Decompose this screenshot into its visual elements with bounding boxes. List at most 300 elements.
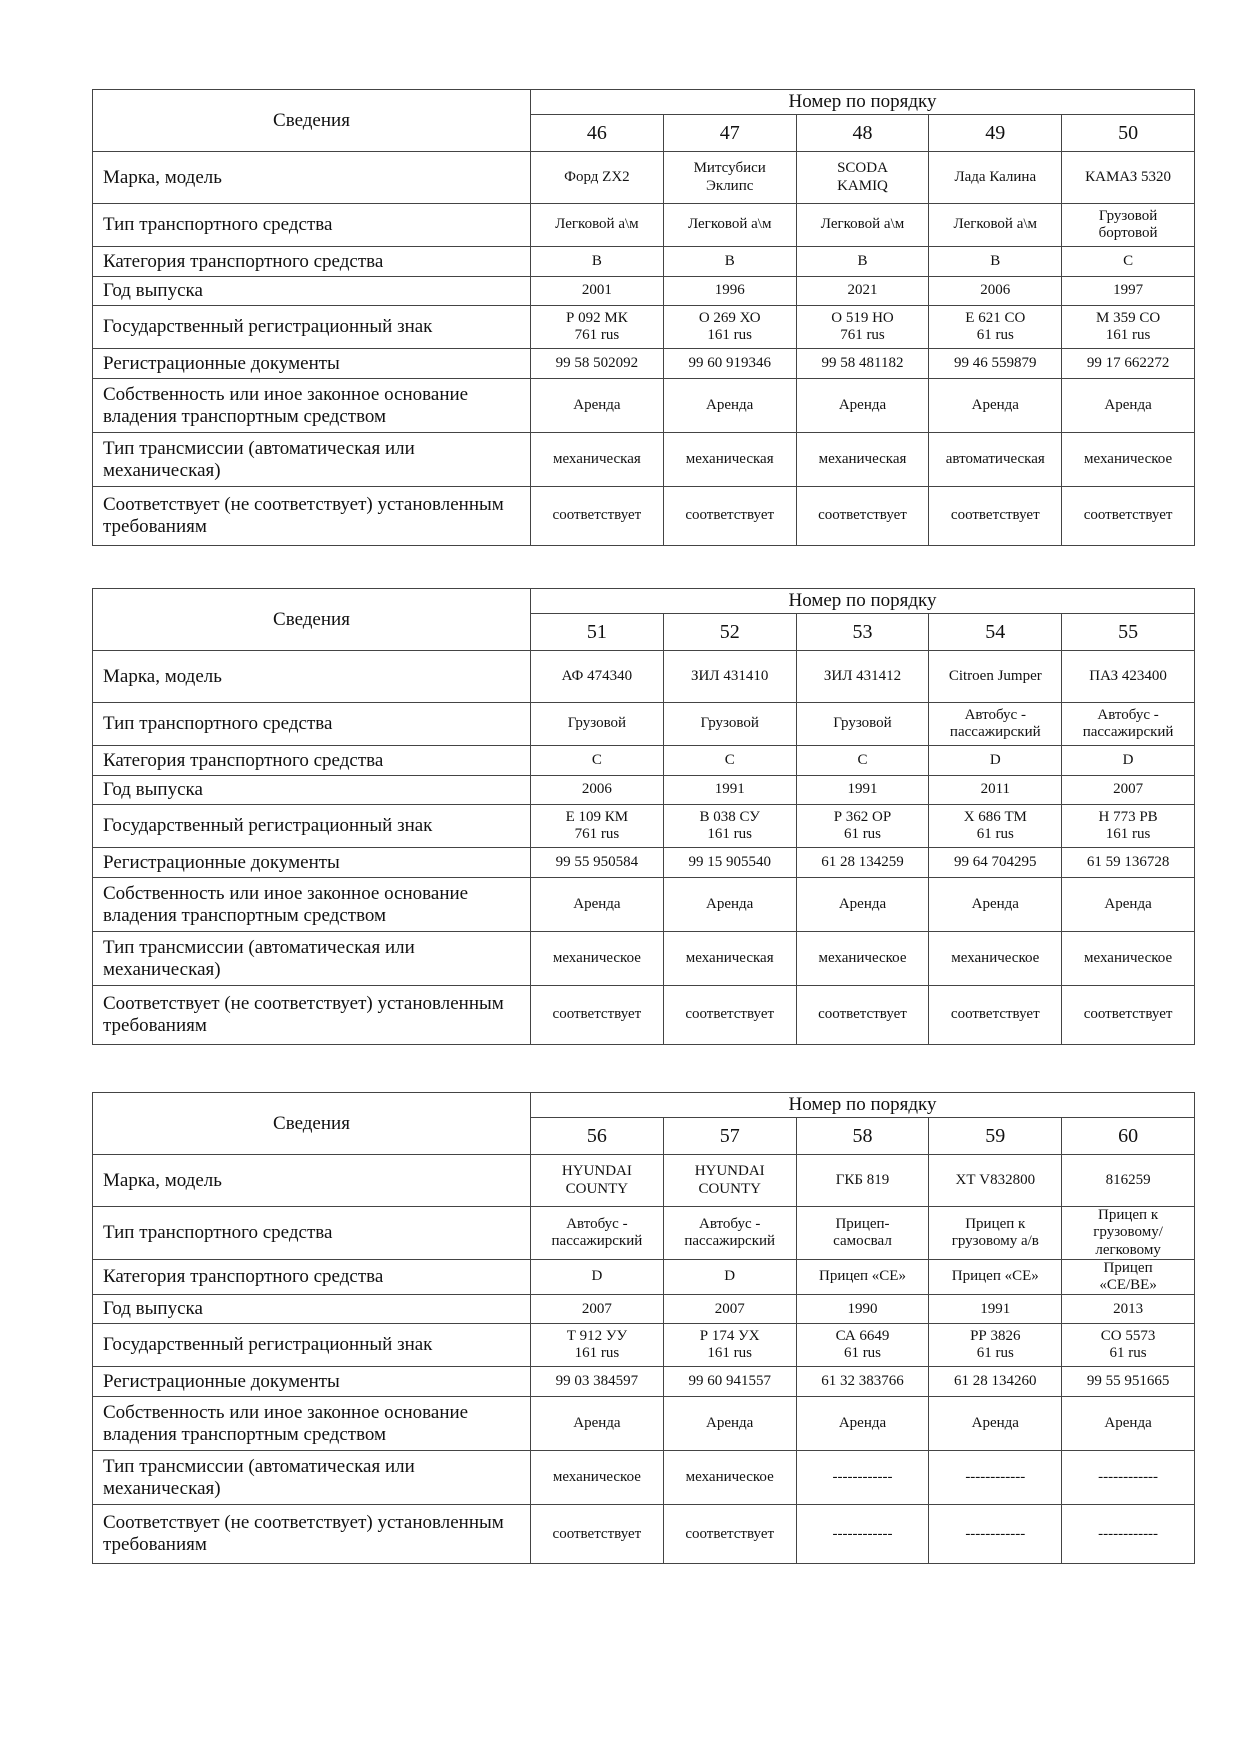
cell-value: 99 15 905540	[688, 853, 771, 870]
table-cell	[531, 152, 664, 204]
table-row	[93, 1505, 1195, 1564]
table-cell	[796, 878, 929, 932]
cell-value: 1997	[1113, 282, 1144, 299]
table-cell	[1062, 1451, 1195, 1505]
table-cell	[531, 1367, 664, 1397]
table-cell	[531, 1259, 664, 1295]
table-row	[93, 1367, 1195, 1397]
table-cell	[796, 848, 929, 878]
table-cell	[929, 349, 1062, 379]
cell-value: С	[724, 751, 735, 768]
table-cell	[663, 1207, 796, 1260]
table-cell	[1062, 1207, 1195, 1260]
cell-value: 1996	[714, 282, 745, 299]
cell-value: 1991	[980, 1300, 1011, 1317]
table-cell	[531, 986, 664, 1045]
table-cell	[796, 805, 929, 848]
cell-value: 2007	[714, 1300, 745, 1317]
cell-value: М 359 СО 161 rus	[1095, 309, 1161, 343]
table-cell	[1062, 247, 1195, 277]
table-row	[93, 746, 1195, 776]
cell-value: 1990	[847, 1300, 878, 1317]
cell-value: 2021	[847, 282, 878, 299]
row-label: Соответствует (не соответствует) установленным требованиям	[93, 986, 531, 1045]
header-row	[93, 1093, 1195, 1118]
cell-value: механическое	[951, 949, 1040, 966]
cell-value: Грузовой	[833, 715, 892, 732]
table-cell	[1062, 932, 1195, 986]
cell-value: ХТ V832800	[955, 1171, 1036, 1188]
table-cell	[929, 1451, 1062, 1505]
table-cell	[1062, 1155, 1195, 1207]
table-cell	[663, 306, 796, 349]
table-cell	[929, 1259, 1062, 1295]
table-cell	[796, 1207, 929, 1260]
cell-value: механическая	[818, 450, 907, 467]
row-label: Тип трансмиссии (автоматическая или механическая)	[93, 1451, 531, 1505]
cell-value: 61 28 134260	[954, 1373, 1037, 1390]
table-cell	[929, 204, 1062, 247]
cell-value: механическое	[552, 949, 641, 966]
cell-value: Прицеп- самосвал	[833, 1215, 892, 1249]
cell-value: Аренда	[1104, 1415, 1152, 1432]
info-header: Сведения	[93, 90, 531, 152]
table-cell	[929, 487, 1062, 546]
table-cell	[663, 746, 796, 776]
table-cell	[1062, 487, 1195, 546]
table-cell	[531, 433, 664, 487]
table-cell	[531, 247, 664, 277]
cell-value: ЗИЛ 431412	[823, 667, 902, 684]
table-row	[93, 986, 1195, 1045]
table-cell	[796, 277, 929, 306]
row-label: Регистрационные документы	[93, 1367, 531, 1397]
table-cell	[929, 746, 1062, 776]
table-cell	[531, 1207, 664, 1260]
table-cell	[796, 1505, 929, 1564]
table-cell	[663, 848, 796, 878]
cell-value: Р 362 ОР 61 rus	[833, 808, 892, 842]
table-cell	[531, 1155, 664, 1207]
table-cell	[663, 703, 796, 746]
table-cell	[1062, 306, 1195, 349]
order-number: 46	[531, 115, 664, 152]
cell-value: Аренда	[706, 895, 754, 912]
table-cell	[929, 776, 1062, 805]
table-cell	[531, 306, 664, 349]
cell-value: соответствует	[950, 1006, 1040, 1023]
cell-value: соответствует	[685, 1006, 775, 1023]
table-cell	[663, 433, 796, 487]
cell-value: D	[989, 751, 1001, 768]
table-cell	[796, 651, 929, 703]
table-cell	[531, 1295, 664, 1324]
table-cell	[796, 247, 929, 277]
table-cell	[929, 379, 1062, 433]
cell-value: Легковой а\м	[687, 216, 772, 233]
row-label: Марка, модель	[93, 152, 531, 204]
table-cell	[929, 1367, 1062, 1397]
table-cell	[929, 433, 1062, 487]
cell-value: Грузовой	[567, 715, 627, 732]
table-cell	[1062, 805, 1195, 848]
cell-value: соответствует	[552, 1525, 642, 1542]
table-cell	[663, 1505, 796, 1564]
table-row	[93, 277, 1195, 306]
cell-value: ПАЗ 423400	[1089, 667, 1167, 684]
table-cell	[929, 1155, 1062, 1207]
row-label: Регистрационные документы	[93, 349, 531, 379]
row-label: Тип транспортного средства	[93, 204, 531, 247]
table-cell	[929, 651, 1062, 703]
table-cell	[531, 878, 664, 932]
table-cell	[663, 349, 796, 379]
cell-value: механическое	[552, 1469, 641, 1486]
cell-value: О 269 ХО 161 rus	[698, 309, 761, 343]
cell-value: Н 773 РВ 161 rus	[1098, 808, 1158, 842]
table-row	[93, 306, 1195, 349]
cell-value: Лада Калина	[954, 168, 1037, 185]
order-number: 58	[796, 1118, 929, 1155]
info-header: Сведения	[93, 589, 531, 651]
table-cell	[1062, 746, 1195, 776]
cell-value: О 519 НО 761 rus	[831, 309, 894, 343]
cell-value: Х 686 ТМ 61 rus	[963, 808, 1027, 842]
table-cell	[663, 379, 796, 433]
table-cell	[1062, 848, 1195, 878]
order-number: 59	[929, 1118, 1062, 1155]
order-number-header: Номер по порядку	[531, 90, 1195, 115]
table-cell	[796, 776, 929, 805]
table-row	[93, 204, 1195, 247]
table-cell	[929, 848, 1062, 878]
vehicle-table-3	[92, 1092, 1195, 1564]
table-cell	[1062, 651, 1195, 703]
cell-value: 61 59 136728	[1086, 853, 1170, 870]
order-number: 50	[1062, 115, 1195, 152]
table-cell	[663, 1295, 796, 1324]
cell-value: соответствует	[818, 507, 907, 524]
cell-value: 1991	[714, 781, 745, 798]
table-cell	[531, 349, 664, 379]
table-row	[93, 878, 1195, 932]
table-cell	[929, 703, 1062, 746]
cell-value: ------------	[965, 1525, 1026, 1542]
cell-value: Аренда	[1104, 895, 1152, 912]
cell-value: Аренда	[573, 895, 621, 912]
table-row	[93, 1295, 1195, 1324]
table-cell	[663, 986, 796, 1045]
row-label: Категория транспортного средства	[93, 247, 531, 277]
cell-value: ЗИЛ 431410	[691, 667, 769, 684]
table-cell	[796, 1324, 929, 1367]
cell-value: Аренда	[971, 895, 1019, 912]
table-cell	[1062, 1397, 1195, 1451]
cell-value: 99 60 941557	[688, 1373, 771, 1390]
cell-value: Аренда	[706, 396, 754, 413]
cell-value: 2006	[980, 282, 1011, 299]
table-cell	[531, 277, 664, 306]
table-cell	[796, 1451, 929, 1505]
cell-value: ------------	[1098, 1525, 1159, 1542]
table-cell	[1062, 1505, 1195, 1564]
cell-value: D	[591, 1268, 603, 1285]
cell-value: 2007	[1113, 781, 1144, 798]
cell-value: 99 03 384597	[555, 1373, 639, 1390]
table-row	[93, 433, 1195, 487]
table-cell	[1062, 703, 1195, 746]
table-cell	[663, 152, 796, 204]
table-cell	[663, 651, 796, 703]
row-label: Собственность или иное законное основание владения транспортным средством	[93, 878, 531, 932]
row-label: Год выпуска	[93, 1295, 531, 1324]
table-row	[93, 932, 1195, 986]
cell-value: АФ 474340	[561, 667, 633, 684]
cell-value: Аренда	[573, 396, 621, 413]
cell-value: механическое	[818, 949, 907, 966]
order-number: 55	[1062, 614, 1195, 651]
table-cell	[1062, 1259, 1195, 1295]
table-cell	[1062, 1324, 1195, 1367]
table-cell	[531, 746, 664, 776]
order-number-header: Номер по порядку	[531, 1093, 1195, 1118]
cell-value: 99 58 481182	[821, 354, 904, 371]
cell-value: 99 55 950584	[555, 853, 639, 870]
row-label: Тип транспортного средства	[93, 703, 531, 746]
table-cell	[531, 1397, 664, 1451]
cell-value: Аренда	[706, 1415, 754, 1432]
table-cell	[929, 878, 1062, 932]
row-label: Тип транспортного средства	[93, 1207, 531, 1260]
cell-value: ------------	[832, 1525, 893, 1542]
cell-value: ГКБ 819	[835, 1171, 890, 1188]
cell-value: SCODA KAMIQ	[837, 160, 888, 194]
row-label: Марка, модель	[93, 651, 531, 703]
order-number: 49	[929, 115, 1062, 152]
order-number: 60	[1062, 1118, 1195, 1155]
table-cell	[796, 1295, 929, 1324]
cell-value: СА 6649 61 rus	[835, 1328, 890, 1362]
cell-value: 816259	[1105, 1171, 1151, 1188]
cell-value: Аренда	[838, 396, 887, 413]
table-cell	[531, 848, 664, 878]
table-cell	[796, 204, 929, 247]
cell-value: Е 621 СО 61 rus	[965, 309, 1026, 343]
table-cell	[796, 746, 929, 776]
cell-value: В	[591, 252, 602, 269]
cell-value: соответствует	[1083, 507, 1173, 524]
cell-value: 2011	[980, 781, 1011, 798]
cell-value: Прицеп к грузовому/ легковому	[1093, 1207, 1163, 1258]
table-row	[93, 1259, 1195, 1295]
cell-value: Citroen Jumper	[948, 667, 1042, 684]
cell-value: В 038 СУ 161 rus	[699, 808, 760, 842]
table-cell	[663, 1367, 796, 1397]
cell-value: 61 28 134259	[821, 853, 904, 870]
cell-value: ------------	[1098, 1469, 1159, 1486]
table-row	[93, 247, 1195, 277]
cell-value: соответствует	[1083, 1006, 1173, 1023]
order-number: 53	[796, 614, 929, 651]
table-cell	[796, 433, 929, 487]
cell-value: В	[724, 252, 735, 269]
cell-value: Р 174 УХ 161 rus	[699, 1328, 760, 1362]
order-number: 47	[663, 115, 796, 152]
row-label: Тип трансмиссии (автоматическая или механическая)	[93, 932, 531, 986]
header-row	[93, 90, 1195, 115]
row-label: Марка, модель	[93, 1155, 531, 1207]
cell-value: Грузовой бортовой	[1098, 207, 1158, 241]
cell-value: 1991	[847, 781, 878, 798]
cell-value: КАМАЗ 5320	[1085, 168, 1172, 185]
cell-value: ------------	[965, 1469, 1026, 1486]
cell-value: 61 32 383766	[821, 1373, 904, 1390]
table-cell	[796, 986, 929, 1045]
table-cell	[1062, 986, 1195, 1045]
table-cell	[663, 1451, 796, 1505]
row-label: Регистрационные документы	[93, 848, 531, 878]
row-label: Государственный регистрационный знак	[93, 805, 531, 848]
order-number: 57	[663, 1118, 796, 1155]
cell-value: соответствует	[552, 1006, 642, 1023]
table-cell	[663, 1324, 796, 1367]
cell-value: 99 64 704295	[954, 853, 1037, 870]
cell-value: ------------	[832, 1469, 893, 1486]
table-cell	[531, 204, 664, 247]
cell-value: Прицеп к грузовому а/в	[951, 1215, 1039, 1249]
table-cell	[663, 932, 796, 986]
row-label: Государственный регистрационный знак	[93, 1324, 531, 1367]
table-cell	[663, 1155, 796, 1207]
cell-value: Аренда	[838, 895, 887, 912]
table-cell	[929, 986, 1062, 1045]
cell-value: Митсубиси Эклипс	[693, 160, 766, 194]
table-cell	[796, 306, 929, 349]
table-cell	[531, 1324, 664, 1367]
table-cell	[796, 1259, 929, 1295]
cell-value: СО 5573 61 rus	[1100, 1328, 1156, 1362]
table-row	[93, 703, 1195, 746]
cell-value: В	[857, 252, 868, 269]
cell-value: В	[990, 252, 1001, 269]
table-cell	[531, 379, 664, 433]
table-row	[93, 805, 1195, 848]
cell-value: РР 3826 61 rus	[970, 1328, 1021, 1362]
table-cell	[796, 152, 929, 204]
table-cell	[796, 349, 929, 379]
table-cell	[929, 152, 1062, 204]
table-cell	[796, 1367, 929, 1397]
table-row	[93, 1155, 1195, 1207]
cell-value: 99 58 502092	[555, 354, 639, 371]
cell-value: С	[1123, 252, 1134, 269]
cell-value: Легковой а\м	[953, 216, 1038, 233]
cell-value: Р 092 МК 761 rus	[566, 309, 628, 343]
table-cell	[1062, 277, 1195, 306]
table-row	[93, 152, 1195, 204]
cell-value: Автобус - пассажирский	[1082, 706, 1174, 740]
cell-value: 2006	[581, 781, 612, 798]
cell-value: Автобус - пассажирский	[551, 1215, 643, 1249]
cell-value: соответствует	[818, 1006, 907, 1023]
order-number: 54	[929, 614, 1062, 651]
cell-value: 99 60 919346	[688, 354, 771, 371]
cell-value: HYUNDAI COUNTY	[561, 1163, 632, 1197]
table-cell	[531, 487, 664, 546]
table-row	[93, 1451, 1195, 1505]
row-label: Категория транспортного средства	[93, 746, 531, 776]
cell-value: Автобус - пассажирский	[684, 1215, 776, 1249]
table-cell	[663, 1397, 796, 1451]
cell-value: 2001	[581, 282, 612, 299]
table-cell	[1062, 379, 1195, 433]
table-cell	[929, 247, 1062, 277]
order-number-header: Номер по порядку	[531, 589, 1195, 614]
cell-value: соответствует	[685, 1525, 775, 1542]
table-row	[93, 1324, 1195, 1367]
table-cell	[663, 878, 796, 932]
cell-value: С	[591, 751, 602, 768]
row-label: Категория транспортного средства	[93, 1259, 531, 1295]
cell-value: Прицеп «СЕ»	[818, 1268, 906, 1285]
table-cell	[663, 247, 796, 277]
row-label: Соответствует (не соответствует) установленным требованиям	[93, 487, 531, 546]
table-row	[93, 776, 1195, 805]
cell-value: соответствует	[685, 507, 775, 524]
table-cell	[929, 932, 1062, 986]
table-cell	[1062, 349, 1195, 379]
table-cell	[796, 487, 929, 546]
table-row	[93, 1207, 1195, 1260]
cell-value: Т 912 УУ 161 rus	[566, 1328, 628, 1362]
table-cell	[929, 1324, 1062, 1367]
table-cell	[1062, 1367, 1195, 1397]
cell-value: механическая	[685, 450, 774, 467]
cell-value: механическое	[1084, 949, 1173, 966]
row-label: Соответствует (не соответствует) установленным требованиям	[93, 1505, 531, 1564]
table-cell	[1062, 776, 1195, 805]
table-cell	[796, 379, 929, 433]
row-label: Собственность или иное законное основание владения транспортным средством	[93, 1397, 531, 1451]
cell-value: D	[724, 1268, 736, 1285]
table-cell	[929, 1505, 1062, 1564]
table-cell	[796, 1155, 929, 1207]
cell-value: механическая	[552, 450, 641, 467]
cell-value: 2007	[581, 1300, 612, 1317]
order-number: 52	[663, 614, 796, 651]
table-cell	[531, 805, 664, 848]
order-number: 56	[531, 1118, 664, 1155]
cell-value: механическая	[685, 949, 774, 966]
cell-value: Аренда	[1104, 396, 1152, 413]
cell-value: соответствует	[950, 507, 1040, 524]
table-row	[93, 349, 1195, 379]
cell-value: HYUNDAI COUNTY	[694, 1163, 765, 1197]
row-label: Тип трансмиссии (автоматическая или механическая)	[93, 433, 531, 487]
cell-value: Форд ZX2	[564, 168, 630, 185]
table-cell	[1062, 204, 1195, 247]
table-cell	[796, 703, 929, 746]
cell-value: Аренда	[838, 1415, 887, 1432]
cell-value: 99 55 951665	[1086, 1373, 1170, 1390]
table-row	[93, 651, 1195, 703]
row-label: Год выпуска	[93, 776, 531, 805]
cell-value: Аренда	[573, 1415, 621, 1432]
cell-value: Прицеп «СЕ/ВЕ»	[1099, 1259, 1157, 1293]
cell-value: Прицеп «СЕ»	[951, 1268, 1039, 1285]
cell-value: автоматическая	[945, 450, 1045, 467]
cell-value: Е 109 КМ 761 rus	[565, 808, 629, 842]
